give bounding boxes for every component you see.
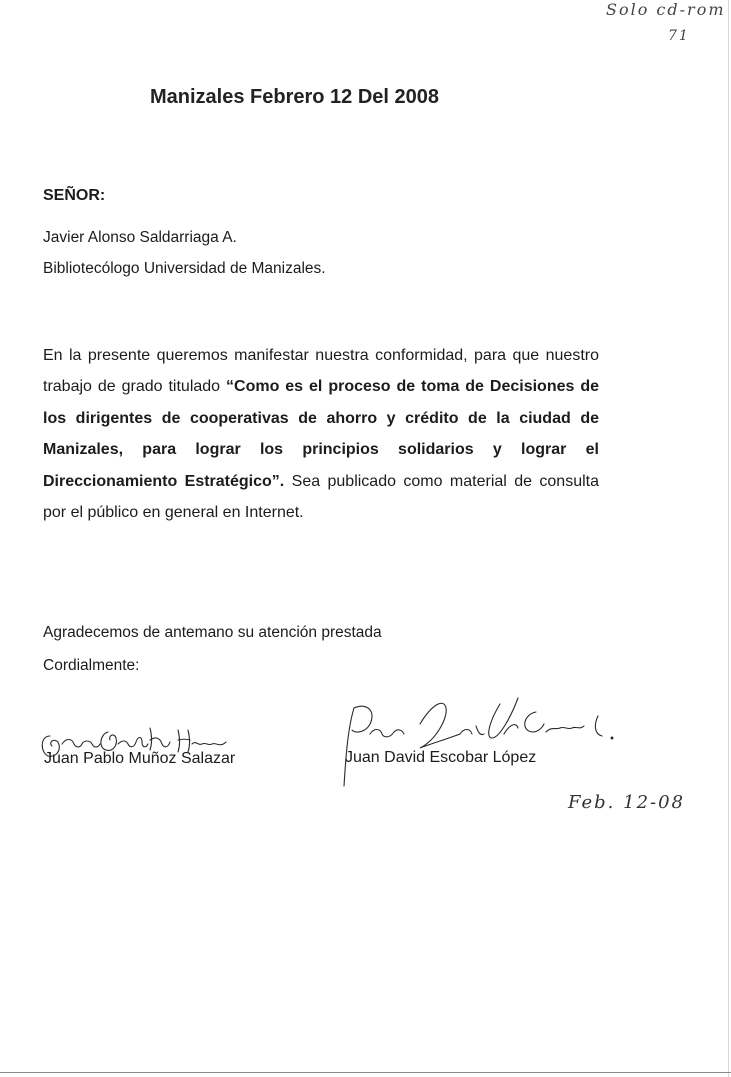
body-intro: En la presente queremos manifestar nuestra conformidad, para que nuestro trabajo de grado titulado: [43, 347, 599, 396]
handwritten-date-note: Feb. 12-08: [568, 792, 686, 813]
signatory-1-name: Juan Pablo Muñoz Salazar: [44, 750, 236, 767]
salutation: SEÑOR:: [43, 187, 106, 204]
closing-thanks: Agradecemos de antemano su atención prestada: [43, 624, 382, 641]
thesis-title: “Como es el proceso de toma de Decisiones de los dirigentes de cooperativas de ahorro y crédito de la ciudad de Manizales, para lograr los principios solidarios y lograr el Direccionamiento Estratégico”.: [43, 378, 600, 490]
recipient-name: Javier Alonso Saldarriaga A.: [43, 229, 237, 246]
handwritten-page-number: 71: [668, 28, 690, 44]
body-paragraph: [43, 340, 599, 528]
scan-edge-bottom: [0, 1072, 731, 1073]
scan-edge-right: [728, 0, 729, 1077]
recipient-position: Bibliotecólogo Universidad de Manizales.: [43, 260, 326, 277]
signature-2-handwriting: [340, 694, 630, 790]
closing-sign-off: Cordialmente:: [43, 657, 140, 674]
signatory-2-name: Juan David Escobar López: [345, 749, 537, 766]
date-heading: Manizales Febrero 12 Del 2008: [150, 86, 440, 108]
body-outro: Sea publicado como material de consulta por el público en general en Internet.: [43, 472, 600, 522]
handwritten-note-top: Solo cd-rom: [606, 0, 726, 19]
